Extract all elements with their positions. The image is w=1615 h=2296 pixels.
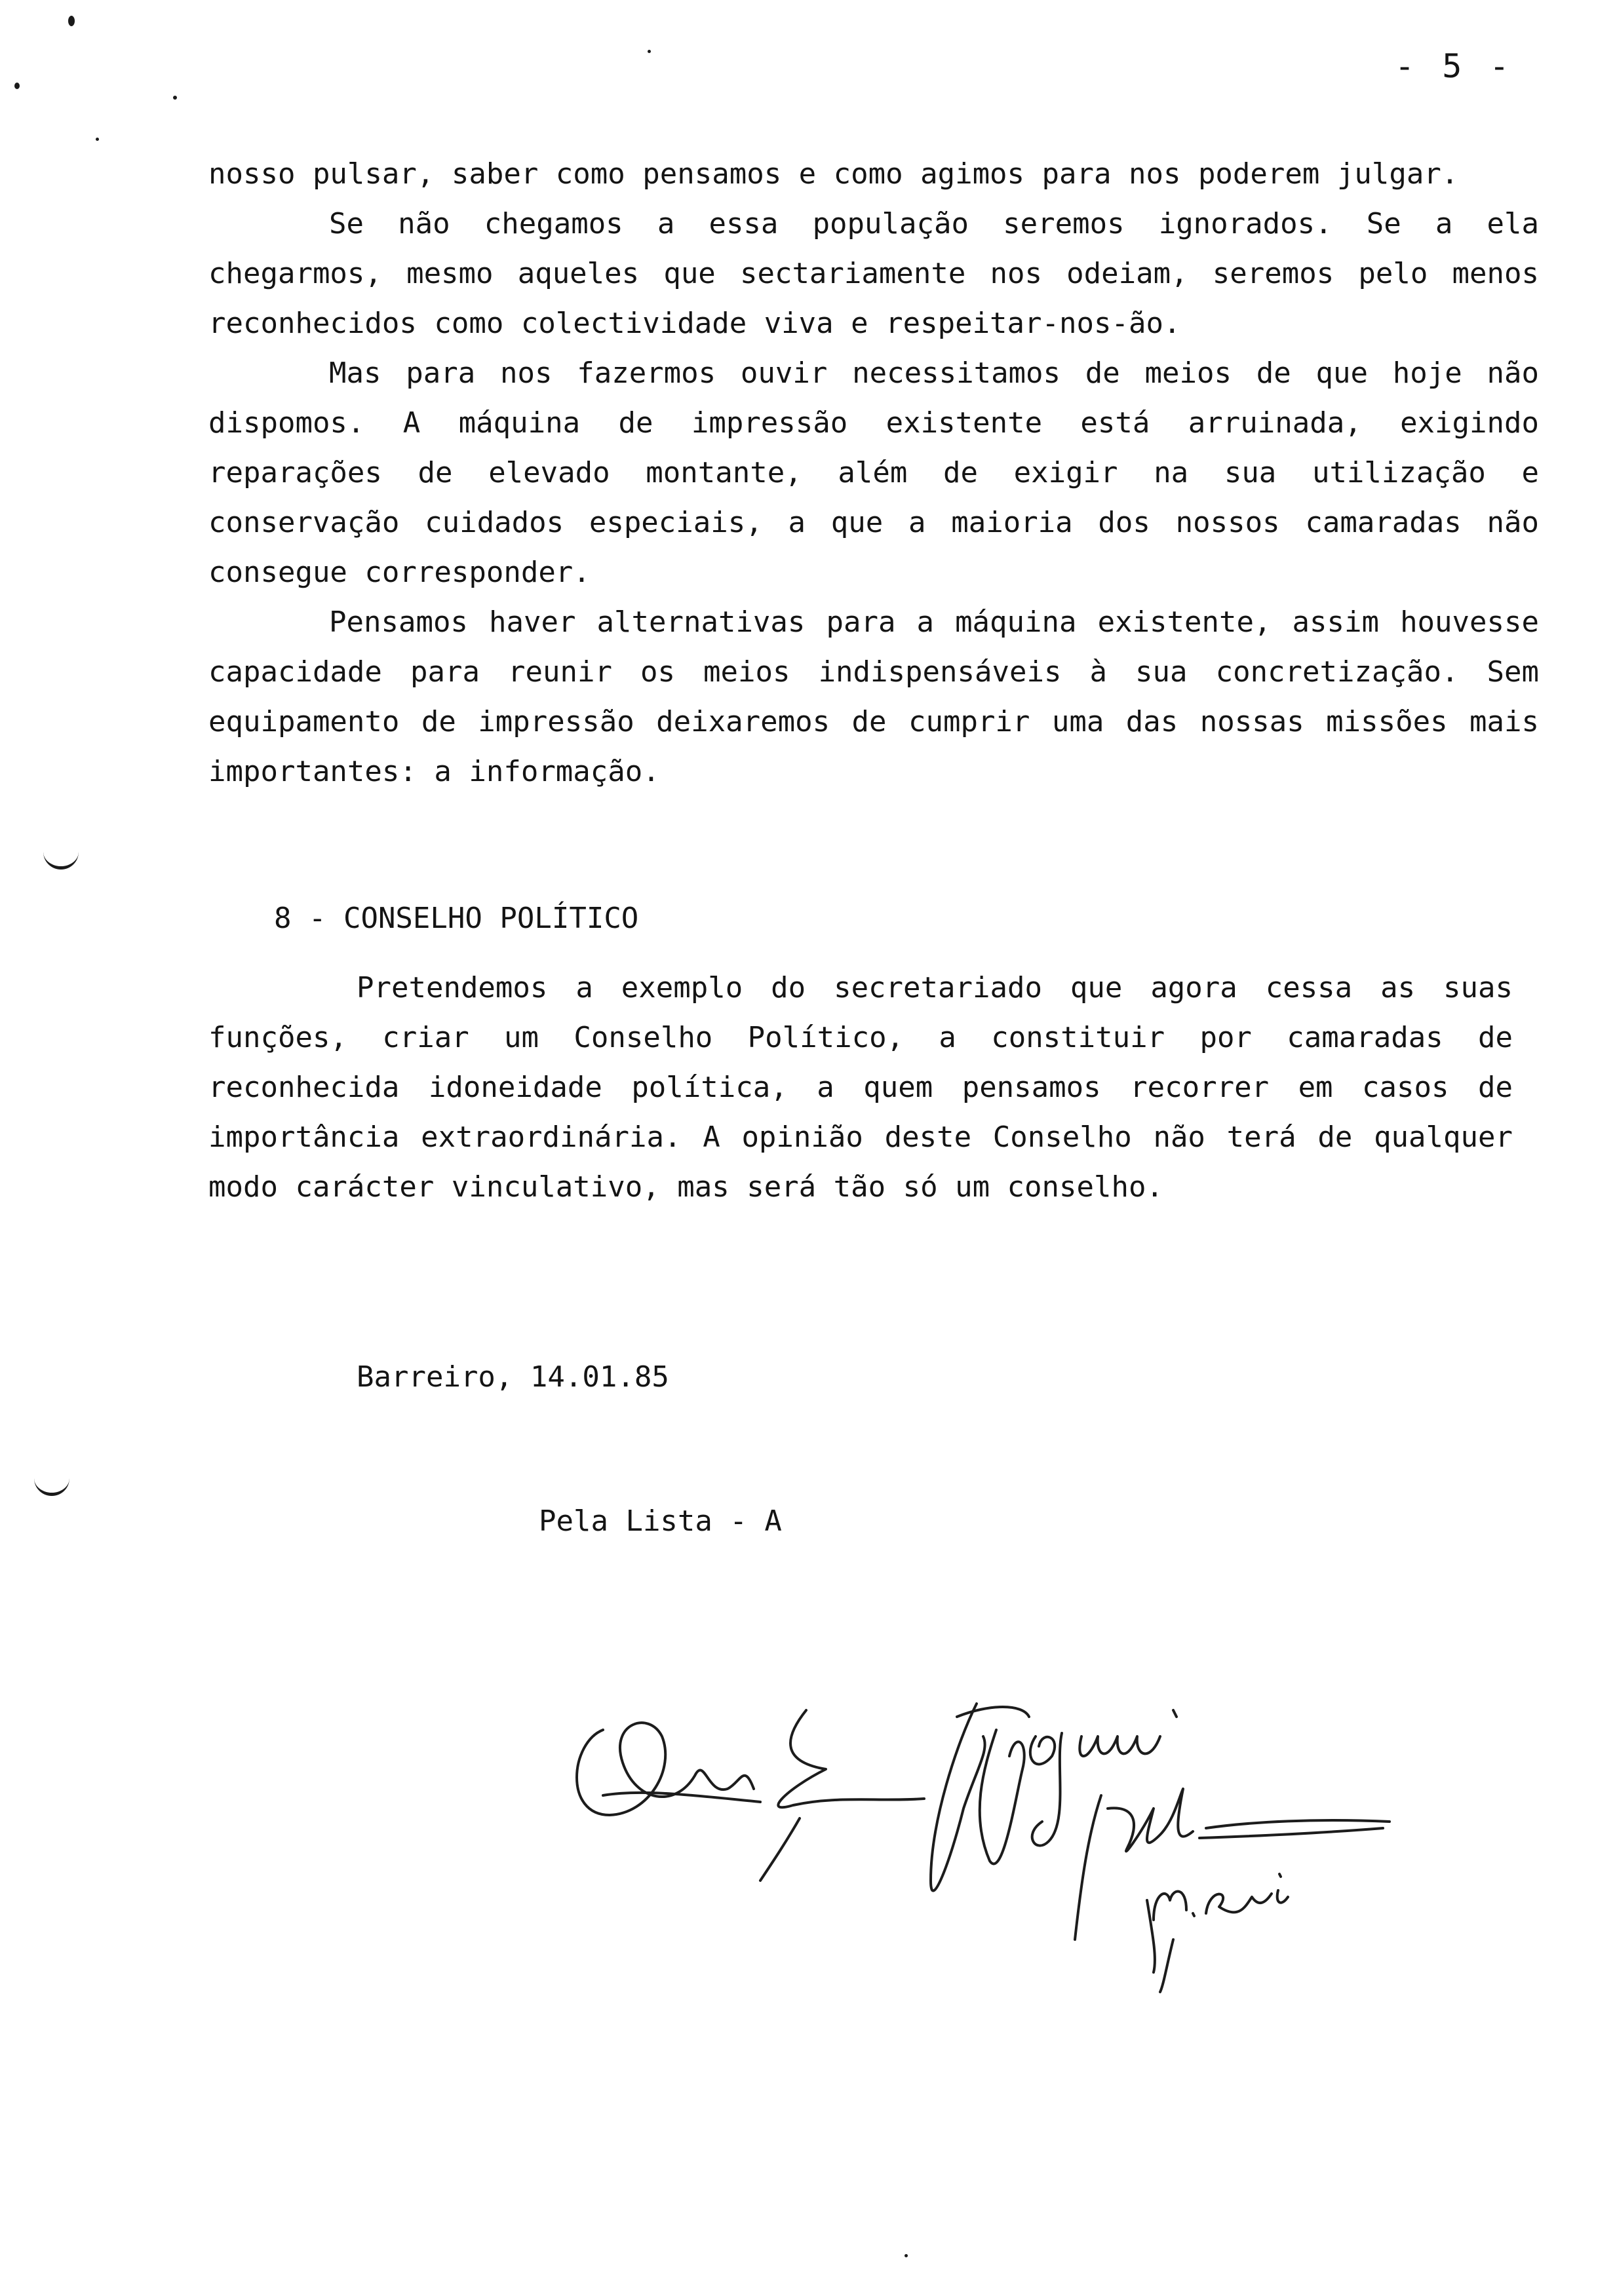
signature-stroke <box>957 1707 1029 1717</box>
place-date: Barreiro, 14.01.85 <box>357 1360 669 1394</box>
paragraph: nosso pulsar, saber como pensamos e como agimos para nos poderem julgar. <box>208 157 1459 191</box>
body-text <box>208 149 1539 797</box>
signature-stroke <box>760 1818 800 1881</box>
signature-stroke <box>577 1723 754 1815</box>
signature-stroke <box>1160 1940 1173 1992</box>
signature-stroke <box>980 1730 1024 1864</box>
signature-stroke <box>1206 1820 1390 1828</box>
scan-speck <box>14 83 20 89</box>
signature-stroke <box>1199 1828 1383 1838</box>
signature-stroke <box>1030 1733 1062 1846</box>
scan-speck <box>173 96 177 100</box>
signature-stroke <box>778 1710 924 1807</box>
paragraph: Se não chegamos a essa população seremos ignorados. Se a ela chegarmos, mesmo aqueles que sectariamente nos odeiam, seremos pelo menos reconhecidos como colectividade viva e respeitar-nos-ão. <box>208 207 1539 340</box>
page-number: - 5 - <box>1395 47 1513 85</box>
signature-stroke <box>1154 1891 1194 1920</box>
section-heading: 8 - CONSELHO POLÍTICO <box>274 902 639 935</box>
signature-stroke <box>1075 1795 1101 1940</box>
section-body <box>208 963 1513 1212</box>
handwritten-signatures <box>564 1664 1416 2031</box>
binder-mark <box>34 1478 69 1496</box>
signature-stroke <box>603 1793 760 1802</box>
signature-stroke <box>1108 1789 1193 1851</box>
signature-stroke <box>931 1704 985 1891</box>
scan-speck <box>96 138 99 141</box>
paragraph: Pretendemos a exemplo do secretariado que agora cessa as suas funções, criar um Conselho Político, a constituir por camaradas de reconhecida idoneidade política, a quem pensamos recorrer em casos de importância extraordinária. A opinião deste Conselho não terá de qualquer modo carácter vinculativo, mas será tão só um conselho. <box>208 971 1513 1204</box>
binder-mark <box>43 852 79 870</box>
sign-off: Pela Lista - A <box>539 1504 782 1538</box>
paragraph: Mas para nos fazermos ouvir necessitamos de meios de que hoje não dispomos. A máquina de impressão existente está arruinada, exigindo reparações de elevado montante, além de exigir na sua utilização e conservação cuidados especiais, a que a maioria dos nossos camaradas não consegue corresponder. <box>208 356 1539 589</box>
signature-stroke <box>1173 1710 1177 1717</box>
scan-speck <box>68 16 75 26</box>
scan-speck <box>905 2254 908 2257</box>
paragraph: Pensamos haver alternativas para a máquina existente, assim houvesse capacidade para reunir os meios indispensáveis à sua concretização. Sem equipamento de impressão deixaremos de cumprir uma das nossas missões mais importantes: a informação. <box>208 605 1539 788</box>
scan-speck <box>648 50 651 53</box>
signature-stroke <box>1080 1736 1160 1756</box>
signature-stroke <box>1206 1874 1288 1913</box>
